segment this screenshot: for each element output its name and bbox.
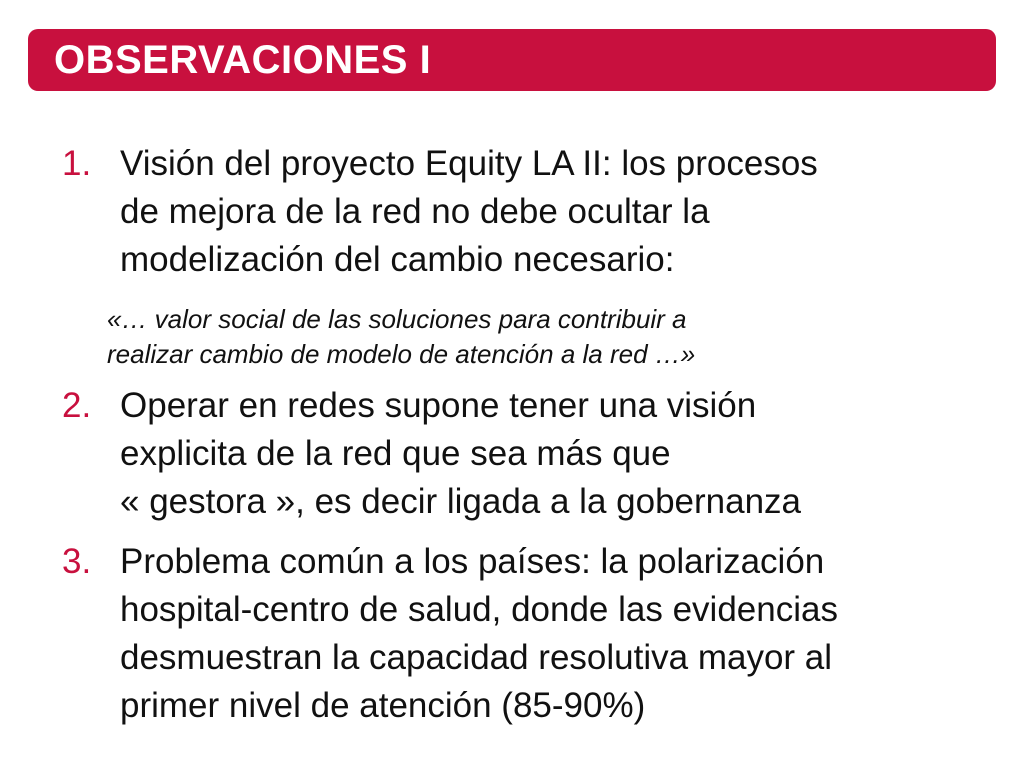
- title-bar: [28, 29, 996, 91]
- list-number-2: 2.: [62, 386, 92, 425]
- quote-block: [62, 302, 982, 372]
- slide-content: [62, 140, 982, 730]
- item-3-line-2: hospital-centro de salud, donde las evidencias: [120, 590, 838, 629]
- item-2-line-1: Operar en redes supone tener una visión: [120, 386, 757, 425]
- item-2-line-3: « gestora », es decir ligada a la gobernanza: [120, 482, 802, 521]
- item-3-line-4: primer nivel de atención (85-90%): [120, 686, 646, 725]
- slide-title: OBSERVACIONES I: [54, 38, 432, 82]
- list-number-1: 1.: [62, 144, 92, 183]
- list-item-3: [62, 538, 982, 730]
- item-2-line-2: explicita de la red que sea más que: [120, 434, 671, 473]
- item-3-line-1: Problema común a los países: la polarización: [120, 542, 825, 581]
- item-1-line-3: modelización del cambio necesario:: [120, 240, 675, 279]
- item-3-line-3: desmuestran la capacidad resolutiva mayor al: [120, 638, 833, 677]
- list-item-1: [62, 140, 982, 284]
- quote-line-2: realizar cambio de modelo de atención a la red …»: [107, 339, 696, 369]
- quote-line-1: «… valor social de las soluciones para contribuir a: [107, 304, 687, 334]
- list-number-3: 3.: [62, 542, 92, 581]
- item-1-line-1: Visión del proyecto Equity LA II: los procesos: [120, 144, 818, 183]
- list-item-2: [62, 382, 982, 526]
- item-1-line-2: de mejora de la red no debe ocultar la: [120, 192, 710, 231]
